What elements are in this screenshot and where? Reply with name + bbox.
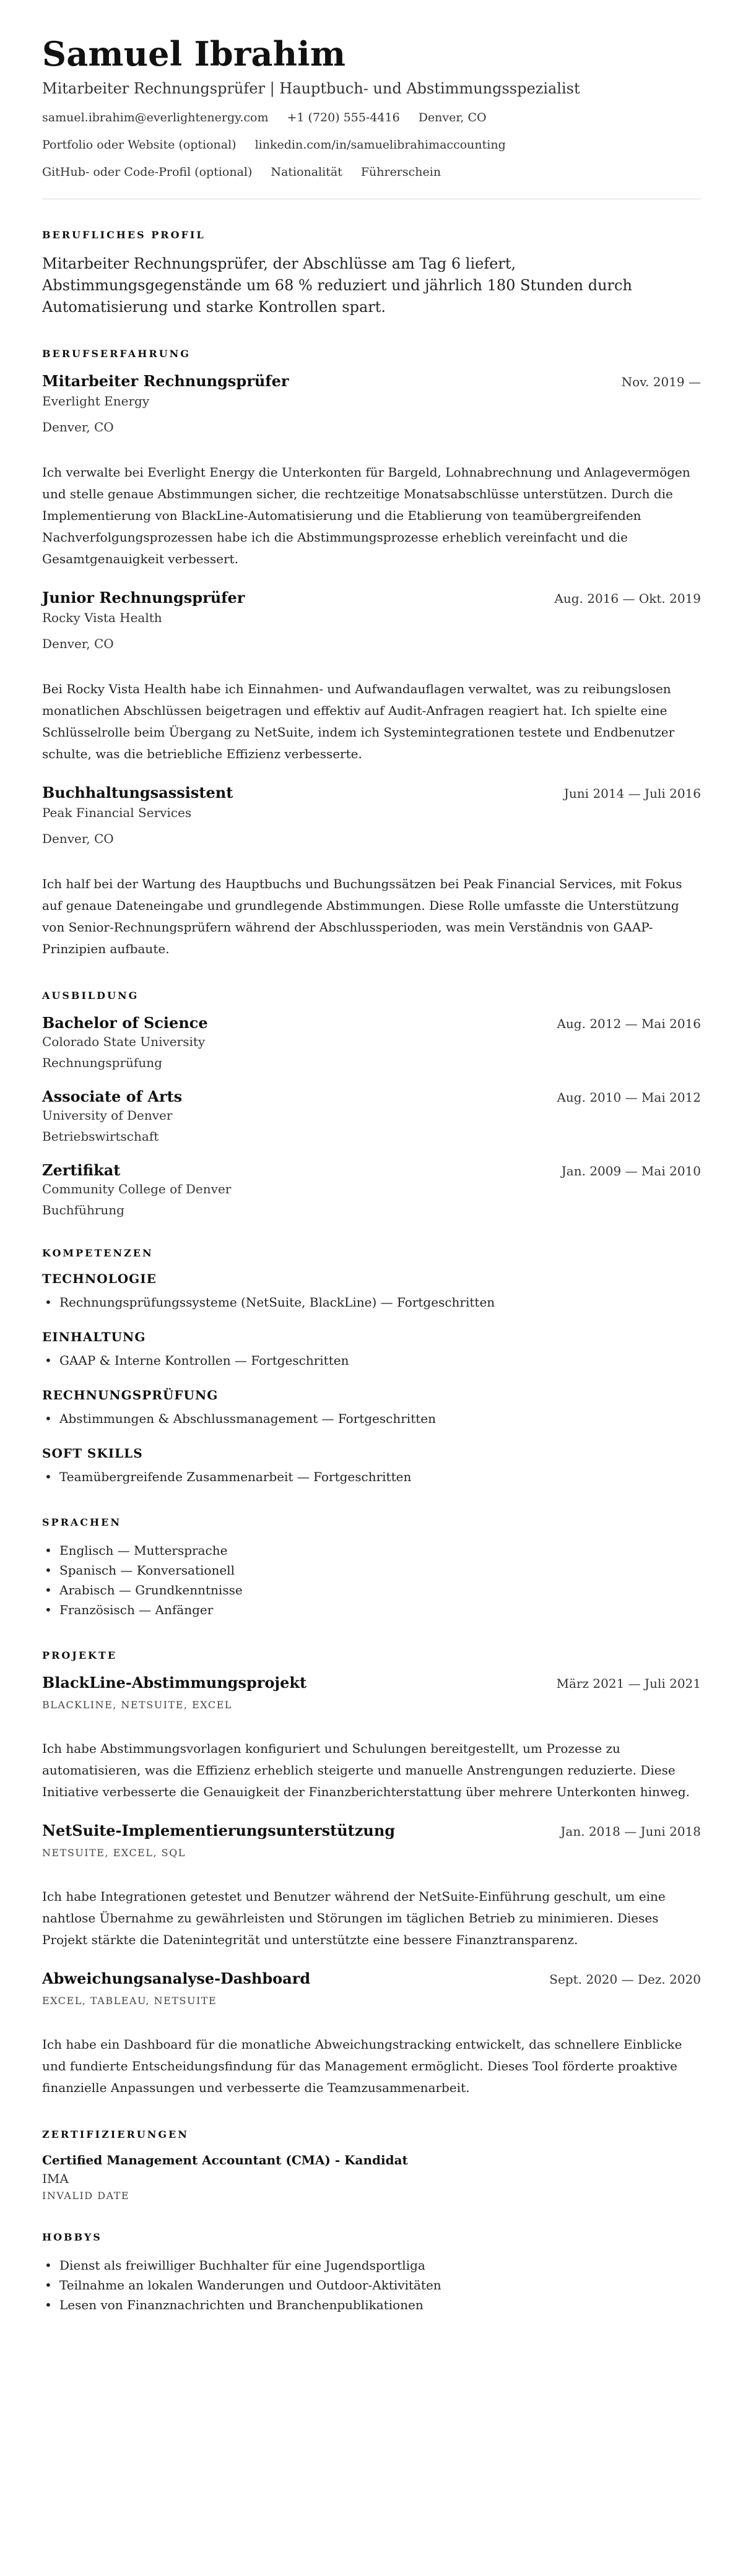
profile-summary: Mitarbeiter Rechnungsprüfer, der Abschlüsse am Tag 6 liefert, Abstimmungsgegenstände um 68 % reduziert und jährlich 180 Stunden durch Automatisierung und starke Kontrollen spart.: [42, 255, 632, 316]
project-description: Ich habe Integrationen getestet und Benutzer während der NetSuite-Einführung geschult, um eine nahtlose Übernahme zu gewährleisten und Störungen im täglichen Betrieb zu minimieren. Dieses Projekt stärkte die Datenintegrität und unterstützte eine bessere Finanztransparenz.: [42, 1888, 666, 1947]
degree-dates: Jan. 2009 — Mai 2010: [561, 1163, 701, 1178]
education-entry: [42, 1161, 701, 1217]
project-tech: BLACKLINE, NETSUITE, EXCEL: [42, 1698, 232, 1711]
skill-item: • Rechnungsprüfungssysteme (NetSuite, BlackLine) — Fortgeschritten: [42, 1292, 701, 1312]
degree-title: Associate of Arts: [42, 1087, 183, 1105]
hobby-item: • Lesen von Finanznachrichten und Branchenpublikationen: [42, 2295, 701, 2315]
job-location: Denver, CO: [42, 419, 114, 434]
job-description: Ich verwalte bei Everlight Energy die Unterkonten für Bargeld, Lohnabrechnung und Anlagevermögen und stelle genaue Abstimmungen sicher, die rechtzeitige Monatsabschlüsse unterstützen. Durch die Implementierung von BlackLine-Automatisierung und die Etablierung von teamübergreifenden Nachverfolgungsprozessen habe ich die Abstimmungsprozesse erheblich vereinfacht und die Gesamtgenauigkeit verbessert.: [42, 464, 690, 566]
skill-group-title: SOFT SKILLS: [42, 1445, 143, 1461]
skill-item: • GAAP & Interne Kontrollen — Fortgeschritten: [42, 1351, 701, 1370]
experience-entry: [42, 784, 701, 960]
education-entry: [42, 1087, 701, 1144]
job-dates: Nov. 2019 —: [621, 374, 701, 389]
degree-field: Rechnungsprüfung: [42, 1055, 162, 1070]
job-location: Denver, CO: [42, 636, 114, 651]
project-title: Abweichungsanalyse-Dashboard: [42, 1969, 311, 1987]
degree-field: Betriebswirtschaft: [42, 1128, 159, 1144]
skill-group-title: EINHALTUNG: [42, 1329, 146, 1344]
hobby-item: • Teilnahme an lokalen Wanderungen und Outdoor-Aktivitäten: [42, 2275, 701, 2295]
education-section: [42, 990, 701, 1217]
job-title: Mitarbeiter Rechnungsprüfer: [42, 371, 289, 390]
contact-email[interactable]: samuel.ibrahim@everlightenergy.com: [42, 111, 269, 125]
contact-phone[interactable]: +1 (720) 555-4416: [287, 111, 400, 125]
language-item: • Spanisch — Konversationell: [42, 1560, 701, 1580]
project-title: NetSuite-Implementierungsunterstützung: [42, 1821, 396, 1839]
hobby-item: • Dienst als freiwilliger Buchhalter für eine Jugendsportliga: [42, 2255, 701, 2275]
school-name: University of Denver: [42, 1107, 173, 1123]
job-title: Buchhaltungsassistent: [42, 783, 233, 802]
contact-row-3: [42, 165, 701, 179]
certification-entry: [42, 2153, 701, 2202]
candidate-headline: Mitarbeiter Rechnungsprüfer | Hauptbuch- und Abstimmungsspezialist: [42, 80, 580, 98]
certifications-section: [42, 2129, 701, 2202]
job-dates: Aug. 2016 — Okt. 2019: [554, 590, 701, 606]
degree-dates: Aug. 2012 — Mai 2016: [557, 1016, 701, 1031]
resume-header: [42, 36, 701, 199]
job-description: Bei Rocky Vista Health habe ich Einnahmen- und Aufwandauflagen verwaltet, was zu reibungslosen monatlichen Abschlüssen beigetragen und effektiv auf Audit-Anfragen reagiert hat. Ich spielte eine Schlüsselrolle beim Übergang zu NetSuite, indem ich Systemintegrationen testete und Endbenutzer schulte, was die betriebliche Effizienz verbesserte.: [42, 681, 675, 761]
skills-section: [42, 1247, 701, 1487]
degree-dates: Aug. 2010 — Mai 2012: [557, 1089, 701, 1105]
project-entry: [42, 1822, 701, 1951]
projects-section: [42, 1649, 701, 2099]
project-dates: Jan. 2018 — Juni 2018: [560, 1823, 701, 1839]
project-description: Ich habe Abstimmungsvorlagen konfiguriert und Schulungen bereitgestellt, um Prozesse zu automatisieren, was die Effizienz erheblich steigerte und manuelle Anstrengungen reduzierte. Diese Initiative verbesserte die Genauigkeit der Finanzberichterstattung über mehrere Unterkonten hinweg.: [42, 1740, 690, 1799]
contact-row-1: [42, 111, 701, 124]
certification-name: Certified Management Accountant (CMA) - Kandidat: [42, 2152, 408, 2168]
project-dates: Sept. 2020 — Dez. 2020: [549, 1971, 701, 1987]
projects-section-title: PROJEKTE: [42, 1649, 118, 1661]
skill-group-title: RECHNUNGSPRÜFUNG: [42, 1387, 219, 1403]
certifications-section-title: ZERTIFIZIERUNGEN: [42, 2128, 189, 2140]
project-dates: März 2021 — Juli 2021: [556, 1675, 701, 1691]
project-tech: NETSUITE, EXCEL, SQL: [42, 1846, 186, 1859]
contact-portfolio[interactable]: Portfolio oder Website (optional): [42, 138, 237, 152]
contact-linkedin[interactable]: linkedin.com/in/samuelibrahimaccounting: [254, 138, 506, 152]
language-item: • Französisch — Anfänger: [42, 1600, 701, 1620]
job-company: Everlight Energy: [42, 393, 150, 408]
project-tech: EXCEL, TABLEAU, NETSUITE: [42, 1994, 217, 2007]
job-title: Junior Rechnungsprüfer: [42, 588, 245, 607]
skill-group: [42, 1329, 701, 1370]
skill-item: • Teamübergreifende Zusammenarbeit — Fortgeschritten: [42, 1467, 701, 1487]
project-description: Ich habe ein Dashboard für die monatliche Abweichungstracking entwickelt, das schnellere Einblicke und fundierte Entscheidungsfindung für das Management ermöglicht. Dieses Tool förderte proaktive finanzielle Anpassungen und verbesserte die Teamzusammenarbeit.: [42, 2036, 682, 2095]
language-item: • Arabisch — Grundkenntnisse: [42, 1580, 701, 1600]
hobbies-section: [42, 2231, 701, 2315]
skill-group-title: TECHNOLOGIE: [42, 1271, 157, 1286]
experience-section: [42, 348, 701, 960]
job-company: Peak Financial Services: [42, 805, 192, 820]
school-name: Community College of Denver: [42, 1181, 232, 1196]
education-section-title: AUSBILDUNG: [42, 989, 139, 1001]
languages-section: [42, 1516, 701, 1620]
skill-item: • Abstimmungen & Abschlussmanagement — Fortgeschritten: [42, 1409, 701, 1428]
profile-section: [42, 229, 701, 318]
project-entry: [42, 1969, 701, 2099]
contact-location: Denver, CO: [418, 111, 487, 125]
experience-entry: [42, 589, 701, 765]
contact-row-2: [42, 138, 701, 152]
language-item: • Englisch — Muttersprache: [42, 1541, 701, 1560]
skill-group: [42, 1388, 701, 1428]
hobbies-section-title: HOBBYS: [42, 2231, 102, 2243]
project-entry: [42, 1674, 701, 1803]
job-location: Denver, CO: [42, 831, 114, 846]
certification-date: INVALID DATE: [42, 2189, 130, 2202]
school-name: Colorado State University: [42, 1034, 206, 1049]
candidate-name: Samuel Ibrahim: [42, 34, 346, 74]
project-title: BlackLine-Abstimmungsprojekt: [42, 1673, 307, 1692]
experience-entry: [42, 372, 701, 570]
contact-github[interactable]: GitHub- oder Code-Profil (optional): [42, 165, 253, 179]
languages-section-title: SPRACHEN: [42, 1516, 121, 1528]
contact-nationality: Nationalität: [271, 165, 342, 179]
profile-section-title: BERUFLICHES PROFIL: [42, 229, 206, 241]
experience-section-title: BERUFSERFAHRUNG: [42, 347, 191, 360]
degree-title: Bachelor of Science: [42, 1013, 208, 1032]
degree-field: Buchführung: [42, 1202, 124, 1217]
skill-group: [42, 1446, 701, 1487]
skill-group: [42, 1271, 701, 1312]
degree-title: Zertifikat: [42, 1160, 121, 1179]
skills-section-title: KOMPETENZEN: [42, 1247, 154, 1259]
certification-issuer: IMA: [42, 2171, 69, 2186]
contact-license: Führerschein: [360, 165, 441, 179]
job-description: Ich half bei der Wartung des Hauptbuchs und Buchungssätzen bei Peak Financial Services, mit Fokus auf genaue Dateneingabe und grundlegende Abstimmungen. Diese Rolle umfasste die Unterstützung von Senior-Rechnungsprüfern während der Abschlussperioden, was mein Verständnis von GAAP-Prinzipien aufbaute.: [42, 876, 682, 956]
job-dates: Juni 2014 — Juli 2016: [563, 785, 701, 801]
education-entry: [42, 1014, 701, 1070]
job-company: Rocky Vista Health: [42, 610, 162, 625]
